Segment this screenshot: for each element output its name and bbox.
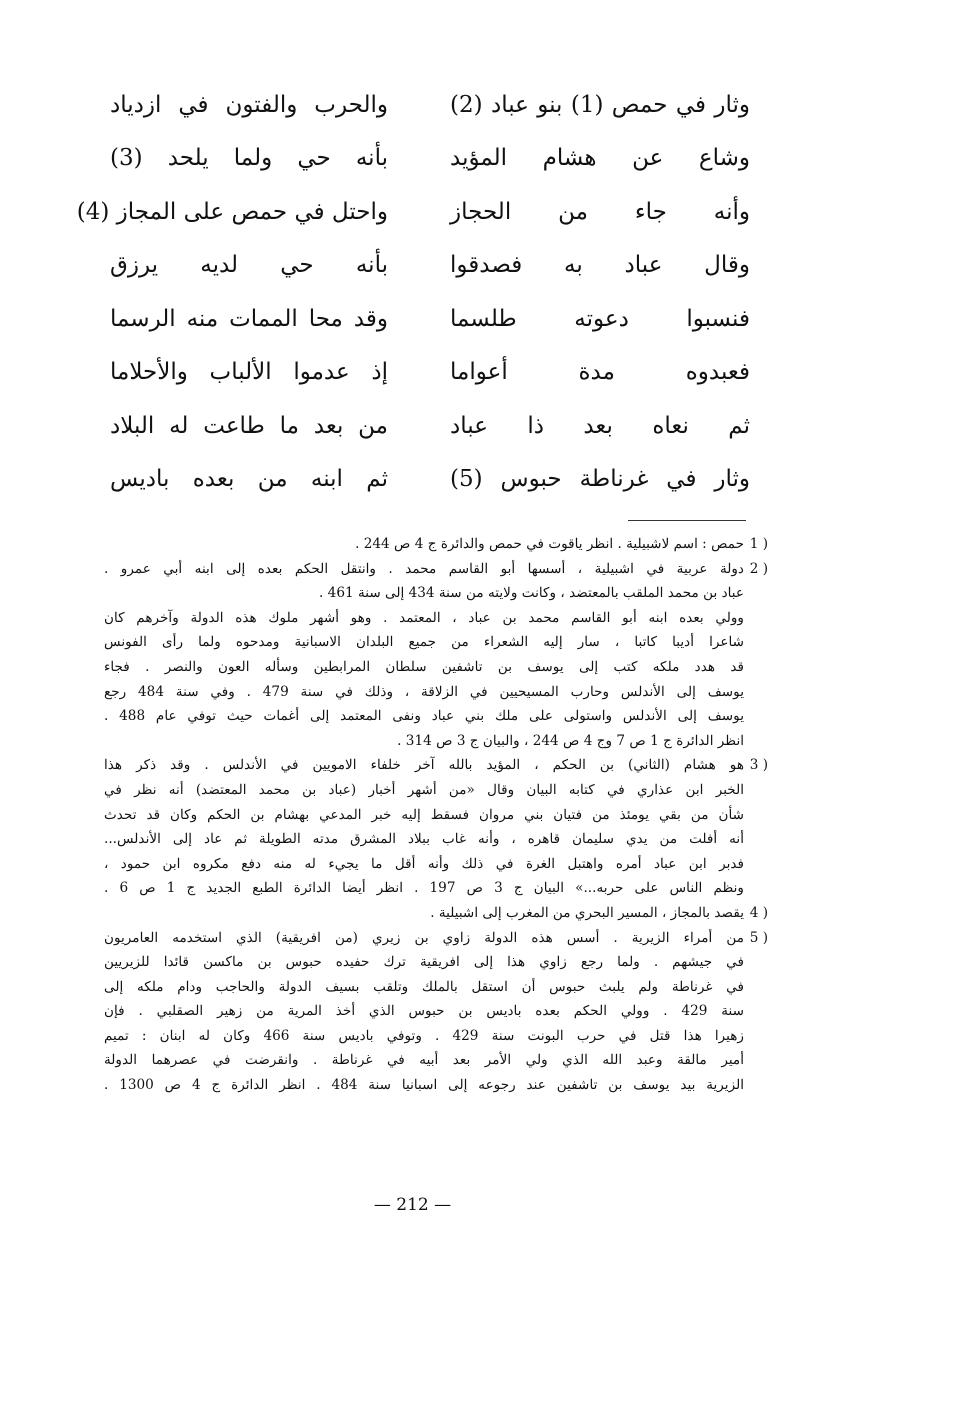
footnote-line: حمص : اسم لاشبيلية . انظر ياقوت في حمص والدائرة ج 4 ص 244 . bbox=[355, 536, 744, 552]
verse-second-hemistich: ثم ابنه من بعده باديس bbox=[110, 466, 388, 493]
footnote-number: 2 ) bbox=[749, 560, 768, 577]
footnote-line: عباد بن محمد الملقب بالمعتضد ، وكانت ولايته من سنة 434 إلى سنة 461 . bbox=[319, 585, 744, 602]
footnote-line: شاعرا أديبا كاتبا ، سار إليه الشعراء من جميع البلدان الاسبانية ومدحوه ولما رأى الفونس bbox=[104, 634, 744, 651]
footnote-line: في جيشهم . ولما رجع زاوي هذا إلى افريقية ترك حفيده حبوس بن ماكسن قائدا للزيريين bbox=[104, 954, 744, 971]
footnotes bbox=[104, 532, 768, 1098]
footnote-line: أنه أفلت من يدي سليمان قاهره ، وأنه غاب ببلاد المشرق مدته الطويلة ثم عاد إلى الأندلس... bbox=[104, 831, 744, 848]
verse-line bbox=[110, 399, 750, 453]
footnote-number: 5 ) bbox=[749, 929, 768, 946]
footnote-line: انظر الدائرة ج 1 ص 7 وج 4 ص 244 ، والبيان ج 3 ص 314 . bbox=[397, 732, 744, 749]
footnote-line: يوسف إلى الأندلس واستولى على ملك بني عباد ونفى المعتمد إلى أغمات حيث توفي عام 488 . bbox=[104, 708, 744, 725]
verse-first-hemistich: وثار في حمص (1) بنو عباد (2) bbox=[450, 91, 750, 118]
verse-line bbox=[110, 78, 750, 132]
verse-line bbox=[110, 346, 750, 400]
footnote bbox=[104, 926, 768, 1098]
verse-second-hemistich: بأنه حي ولما يلحد (3) bbox=[110, 145, 388, 172]
verse-first-hemistich: وأنه جاء من الحجاز bbox=[450, 198, 750, 225]
verse-first-hemistich: فنسبوا دعوته طلسما bbox=[450, 305, 750, 332]
footnote-separator bbox=[628, 520, 746, 521]
footnote-line: الزيرية بيد يوسف بن تاشفين عند رجوعه إلى اسبانيا سنة 484 . انظر الدائرة ج 4 ص 1300 . bbox=[104, 1077, 744, 1094]
footnote-line: قد هدد ملكه كتب إلى يوسف بن تاشفين سلطان المرابطين وسأله العون والنصر . فجاء bbox=[104, 658, 744, 675]
footnote-number: 1 ) bbox=[749, 536, 768, 552]
footnote bbox=[104, 557, 768, 754]
footnote bbox=[104, 753, 768, 901]
footnote bbox=[104, 532, 768, 557]
footnote-line: هو هشام (الثاني) بن الحكم ، المؤيد بالله آخر خلفاء الامويين في الأندلس . وقد ذكر هذا bbox=[104, 757, 744, 774]
verse-second-hemistich: واحتل في حمص على المجاز (4) bbox=[76, 198, 388, 225]
verse-line bbox=[110, 453, 750, 507]
footnote-line: شأن من بقي يومئذ من فتيان بني مروان فسقط إليه خبر المدعي بهشام بن الحكم وكان قد تحدث bbox=[104, 806, 744, 823]
footnote-line: في غرناطة ولم يلبث حبوس أن استقل بالملك وتلقب بسيف الدولة والحاجب ودام ملكه إلى bbox=[104, 978, 744, 995]
footnote bbox=[104, 901, 768, 926]
verse-line bbox=[110, 292, 750, 346]
verse-line bbox=[76, 185, 750, 239]
verse-second-hemistich: والحرب والفتون في ازدياد bbox=[110, 91, 388, 118]
verse-first-hemistich: فعبدوه مدة أعواما bbox=[450, 359, 750, 386]
footnote-line: أمير مالقة وعبد الله الذي ولي الأمر بعد أبيه في غرناطة . وانقرضت في عصرهما الدولة bbox=[104, 1052, 744, 1069]
footnote-line: زهيرا هذا قتل في حرب البونت سنة 429 . وتوفي باديس سنة 466 وكان له ابنان : تميم bbox=[104, 1027, 744, 1044]
footnote-line: فدبر ابن عباد أمره واهتبل الغرة في ذلك وأنه أقل ما يجيء له منه دفع مكروه ابن حمود ، bbox=[104, 855, 744, 872]
footnote-line: وولي بعده ابنه أبو القاسم محمد بن عباد ، المعتمد . وهو أشهر ملوك هذه الدولة وآخرهم كان bbox=[104, 609, 744, 626]
verse-second-hemistich: بأنه حي لديه يرزق bbox=[110, 252, 388, 279]
verse-block bbox=[76, 78, 750, 506]
verse-first-hemistich: وثار في غرناطة حبوس (5) bbox=[450, 466, 750, 493]
footnote-number: 4 ) bbox=[749, 904, 768, 921]
verse-line bbox=[110, 239, 750, 293]
footnote-line: يوسف إلى الأندلس وحارب المسيحيين في الزلاقة ، وذلك في سنة 479 . وفي سنة 484 رجع bbox=[104, 683, 744, 700]
verse-second-hemistich: من بعد ما طاعت له البلاد bbox=[110, 412, 388, 439]
footnote-line: ونظم الناس على حربه...» البيان ج 3 ص 197 . انظر أيضا الدائرة الطبع الجديد ج 1 ص 6 . bbox=[104, 880, 744, 897]
footnote-number: 3 ) bbox=[749, 757, 768, 774]
verse-first-hemistich: وقال عباد به فصدقوا bbox=[450, 252, 750, 279]
footnote-line: يقصد بالمجاز ، المسير البحري من المغرب إلى اشبيلية . bbox=[430, 904, 744, 921]
verse-second-hemistich: وقد محا الممات منه الرسما bbox=[110, 305, 388, 332]
page-number: — 212 — bbox=[373, 1195, 452, 1215]
verse-first-hemistich: ثم نعاه بعد ذا عباد bbox=[450, 412, 750, 439]
footnote-line: دولة عربية في اشبيلية ، أسسها أبو القاسم محمد . وانتقل الحكم بعده إلى ابنه أبي عمرو . bbox=[104, 560, 744, 577]
verse-line bbox=[110, 132, 750, 186]
verse-second-hemistich: إذ عدموا الألباب والأحلاما bbox=[110, 359, 388, 386]
verse-first-hemistich: وشاع عن هشام المؤيد bbox=[450, 145, 750, 172]
footnote-line: سنة 429 . وولي الحكم بعده باديس بن حبوس الذي أخذ المرية من زهير الصقلبي . فإن bbox=[104, 1003, 744, 1020]
footnote-line: من أمراء الزيرية . أسس هذه الدولة زاوي بن زيري (من افريقية) الذي استخدمه العامريون bbox=[104, 929, 744, 946]
footnote-line: الخبر ابن عذاري في كتابه البيان وقال «من أشهر أخبار (عباد بن محمد المعتضد) أنه نظر في bbox=[104, 781, 744, 798]
